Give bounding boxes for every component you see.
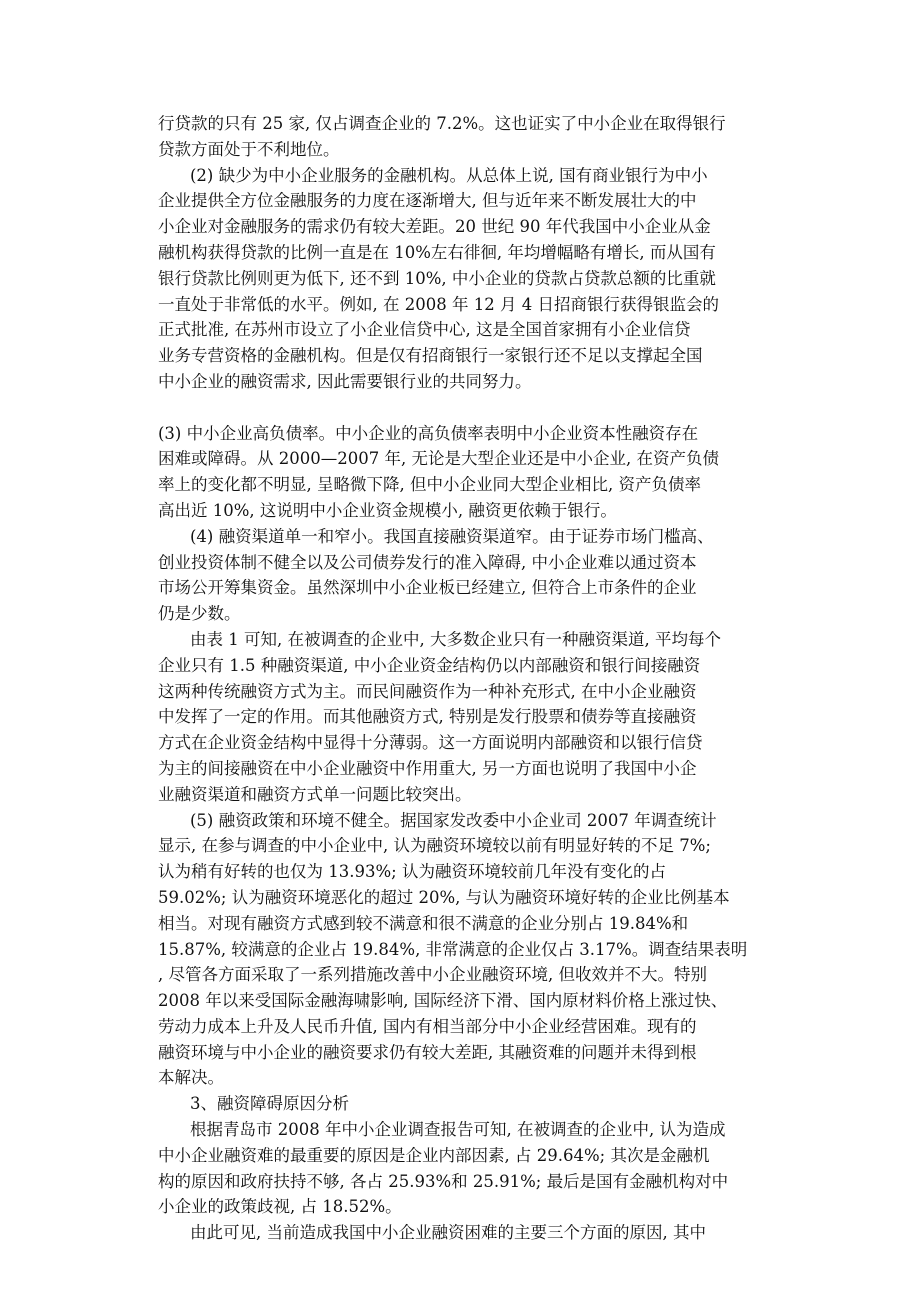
text-line: 市场公开筹集资金。虽然深圳中小企业板已经建立, 但符合上市条件的企业 — [158, 578, 697, 598]
text-line: 小企业的政策歧视, 占 18.52%。 — [158, 1197, 402, 1217]
text-line: (4) 融资渠道单一和窄小。我国直接融资渠道窄。由于证券市场门槛高、 — [190, 526, 714, 546]
text-line: 小企业对金融服务的需求仍有较大差距。20 世纪 90 年代我国中小企业从金 — [158, 217, 711, 237]
text-line: 59.02%; 认为融资环境恶化的超过 20%, 与认为融资环境好转的企业比例基本 — [158, 887, 730, 907]
text-line: 由此可见, 当前造成我国中小企业融资困难的主要三个方面的原因, 其中 — [190, 1223, 706, 1243]
text-line: 显示, 在参与调查的中小企业中, 认为融资环境较以前有明显好转的不足 7%; — [158, 836, 711, 856]
text-line: 企业提供全方位金融服务的力度在逐渐增大, 但与近年来不断发展壮大的中 — [158, 191, 697, 211]
text-line: (3) 中小企业高负债率。中小企业的高负债率表明中小企业资本性融资存在 — [158, 423, 699, 443]
text-line: 困难或障碍。从 2000—2007 年, 无论是大型企业还是中小企业, 在资产负债 — [158, 449, 719, 469]
text-line: 中发挥了一定的作用。而其他融资方式, 特别是发行股票和债券等直接融资 — [158, 707, 697, 727]
text-line: 银行贷款比例则更为低下, 还不到 10%, 中小企业的贷款占贷款总额的比重就 — [158, 268, 716, 288]
text-line: 融机构获得贷款的比例一直是在 10%左右徘徊, 年均增幅略有增长, 而从国有 — [158, 242, 716, 262]
text-line: 业融资渠道和融资方式单一问题比较突出。 — [158, 784, 472, 804]
text-line: (5) 融资政策和环境不健全。据国家发改委中小企业司 2007 年调查统计 — [190, 810, 717, 830]
blank-line — [158, 395, 770, 421]
text-line: 劳动力成本上升及人民币升值, 国内有相当部分中小企业经营困难。现有的 — [158, 1016, 697, 1036]
text-line: (2) 缺少为中小企业服务的金融机构。从总体上说, 国有商业银行为中小 — [190, 165, 708, 185]
text-line: 高出近 10%, 这说明中小企业资金规模小, 融资更依赖于银行。 — [158, 500, 617, 520]
text-line: 相当。对现有融资方式感到较不满意和很不满意的企业分别占 19.84%和 — [158, 913, 689, 933]
text-line: 一直处于非常低的水平。例如, 在 2008 年 12 月 4 日招商银行获得银监会的 — [158, 294, 719, 314]
text-line: 2008 年以来受国际金融海啸影响, 国际经济下滑、国内原材料价格上涨过快、 — [158, 991, 728, 1011]
text-line: 创业投资体制不健全以及公司债券发行的准入障碍, 中小企业难以通过资本 — [158, 552, 697, 572]
text-line: 企业只有 1.5 种融资渠道, 中小企业资金结构仍以内部融资和银行间接融资 — [158, 655, 701, 675]
text-line: 业务专营资格的金融机构。但是仅有招商银行一家银行还不足以支撑起全国 — [158, 346, 703, 366]
text-line: 率上的变化都不明显, 呈略微下降, 但中小企业同大型企业相比, 资产负债率 — [158, 475, 701, 495]
text-line: 正式批准, 在苏州市设立了小企业信贷中心, 这是全国首家拥有小企业信贷 — [158, 320, 691, 340]
text-line: 认为稍有好转的也仅为 13.93%; 认为融资环境较前几年没有变化的占 — [158, 862, 666, 882]
text-line: 中小企业的融资需求, 因此需要银行业的共同努力。 — [158, 371, 532, 391]
text-line: 3、融资障碍原因分析 — [190, 1094, 349, 1114]
text-line: 构的原因和政府扶持不够, 各占 25.93%和 25.91%; 最后是国有金融机构对中 — [158, 1171, 729, 1191]
text-line: 行贷款的只有 25 家, 仅占调查企业的 7.2%。这也证实了中小企业在取得银行 — [158, 114, 726, 133]
text-line: 15.87%, 较满意的企业占 19.84%, 非常满意的企业仅占 3.17%。调查结果表明 — [158, 939, 748, 959]
text-line: 贷款方面处于不利地位。 — [158, 139, 340, 159]
text-line: 融资环境与中小企业的融资要求仍有较大差距, 其融资难的问题并未得到根 — [158, 1042, 697, 1062]
text-line: 中小企业融资难的最重要的原因是企业内部因素, 占 29.64%; 其次是金融机 — [158, 1145, 710, 1165]
text-line: 仍是少数。 — [158, 604, 241, 624]
text-line: 本解决。 — [158, 1068, 224, 1088]
text-line: 这两种传统融资方式为主。而民间融资作为一种补充形式, 在中小企业融资 — [158, 681, 697, 701]
document-page — [158, 111, 770, 1246]
text-line: , 尽管各方面采取了一系列措施改善中小企业融资环境, 但收效并不大。特别 — [158, 965, 707, 985]
text-line: 由表 1 可知, 在被调查的企业中, 大多数企业只有一种融资渠道, 平均每个 — [190, 629, 721, 649]
text-line: 为主的间接融资在中小企业融资中作用重大, 另一方面也说明了我国中小企 — [158, 758, 697, 778]
text-line: 根据青岛市 2008 年中小企业调查报告可知, 在被调查的企业中, 认为造成 — [190, 1120, 726, 1140]
text-line: 方式在企业资金结构中显得十分薄弱。这一方面说明内部融资和以银行信贷 — [158, 733, 703, 753]
